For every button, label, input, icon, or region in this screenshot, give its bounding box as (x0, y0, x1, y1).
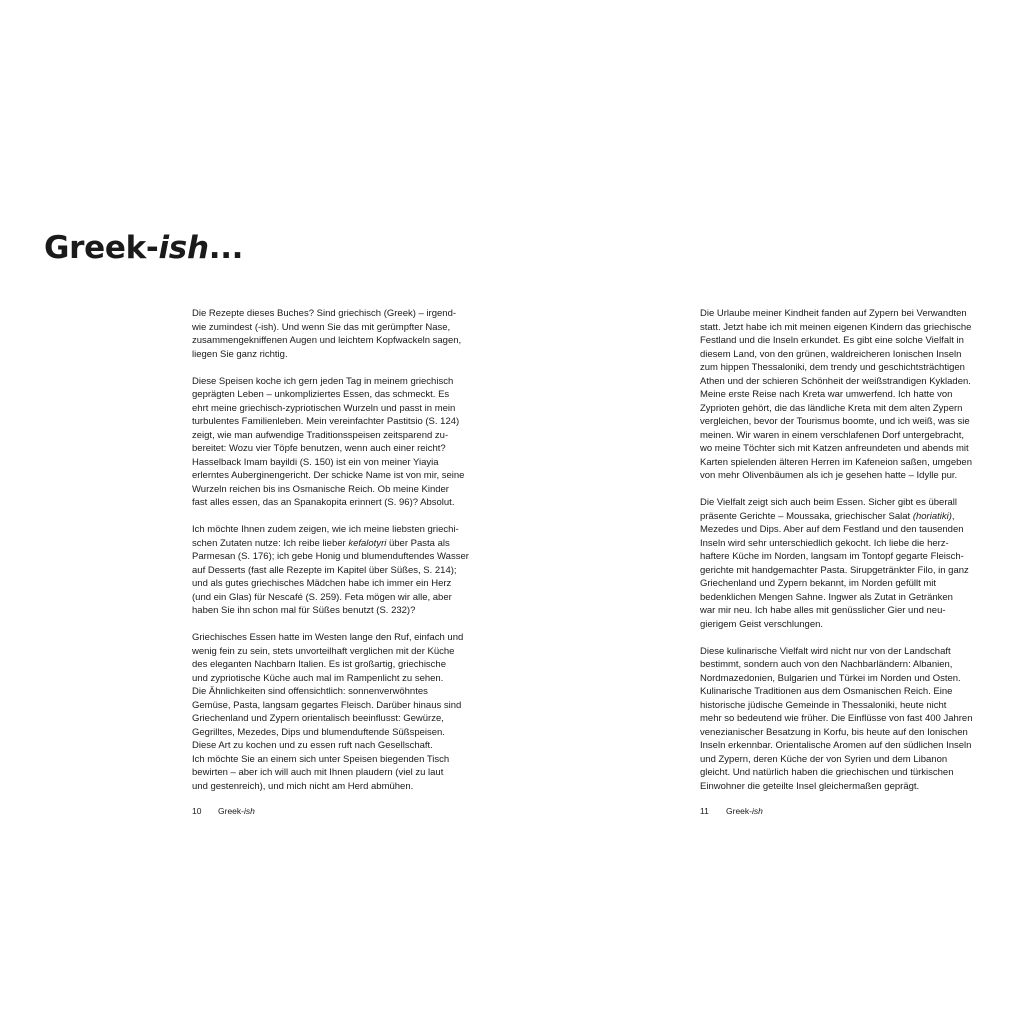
right-page-footer (700, 805, 763, 817)
left-paragraph-4: Griechisches Essen hatte im Westen lange den Ruf, einfach und wenig fein zu sein, stets unvorteilhaft verglichen mit der Küche des eleganten Nachbarn Italien. Es ist großartig, griechische und zypriotische Küche auch mal im Rampenlicht zu sehen. Die Ähnlichkeiten sind offensichtlich: sonnenverwöhntes Gemüse, Pasta, langsam gegartes Fleisch. Darüber hinaus sind Griechenland und Zypern orientalisch beeinflusst: Gewürze, Gegrilltes, Mezedes, Dips und blumenduftende Süßspeisen. Diese Art zu kochen und zu essen ruft nach Gesellschaft. Ich möchte Sie an einem sich unter Speisen biegenden Tisch bewirten – aber ich will auch mit Ihnen plaudern (viel zu laut und gestenreich), und mich nicht am Herd abmühen. (192, 632, 464, 792)
chapter-title-main: Greek- (44, 230, 159, 266)
left-page-number: 10 (192, 806, 202, 816)
left-paragraph-1: Die Rezepte dieses Buches? Sind griechisch (Greek) – irgend- wie zumindest (-ish). Und wenn Sie das mit gerümpfter Nase, zusammengekniffenen Augen und leichtem Kopfwackeln sagen, liegen Sie ganz richtig. (192, 308, 462, 360)
right-paragraph-2-italic: (horiatiki) (912, 510, 952, 522)
right-page-text-column (700, 307, 990, 793)
left-paragraph-3 (192, 523, 482, 618)
left-paragraph-3-after: über Pasta als Parmesan (S. 176); ich gebe Honig und blumenduftendes Wasser auf Desserts (fast alle Rezepte im Kapitel über Süßes, S. 214); und als gutes griechisches Mädchen habe ich immer ein Herz (und ein Glas) für Nescafé (S. 259). Feta mögen wir alle, aber haben Sie ihn schon mal für Süßes benutzt (S. 232)? (192, 537, 469, 616)
left-running-title: Greek- (218, 806, 244, 816)
right-page-number: 11 (700, 806, 709, 816)
left-page-text-column (192, 307, 482, 793)
right-paragraph-1: Die Urlaube meiner Kindheit fanden auf Zypern bei Verwandten statt. Jetzt habe ich mit meinen eigenen Kindern das griechische Festland und die Inseln erkundet. Es gibt eine solche Vielfalt in diesem Land, von den grünen, waldreicheren Ionischen Inseln zum hippen Thessaloniki, dem trendy und geschichtsträchtigen Athen und der schieren Schönheit der weißstrandigen Kykladen. Meine erste Reise nach Kreta war umwerfend. Ich hatte von Zyprioten gehört, die das ländliche Kreta mit dem alten Zypern vergleichen, bevor der Tourismus boomte, und ich weiß, was sie meinen. Wir waren in einem verschlafenen Dorf untergebracht, wo meine Töchter sich mit Katzen anfreundeten und abends mit Karten spielenden älteren Herren im Kafeneion saßen, umgeben von mehr Olivenbäumen als ich je gesehen hatte – Idylle pur. (700, 308, 972, 481)
left-paragraph-2: Diese Speisen koche ich gern jeden Tag in meinem griechisch geprägten Leben – unkompliziertes Essen, das schmeckt. Es ehrt meine griechisch-zypriotischen Wurzeln und passt in mein turbulentes Familienleben. Mein vereinfachter Pastitsio (S. 124) zeigt, wie man aufwendige Traditionsspeisen zeitsparend zu- bereitet: Wozu vier Töpfe benutzen, wenn auch einer reicht? Hasselback Imam bayildi (S. 150) ist ein von meiner Yiayia erlerntes Auberginengericht. Der schicke Name ist von mir, seine Wurzeln reichen bis ins Osmanische Reich. Ob meine Kinder fast alles essen, das an Spanakopita erinnert (S. 96)? Absolut. (192, 375, 465, 508)
left-paragraph-3-italic: kefalotyri (348, 537, 387, 549)
right-running-title-italic: ish (751, 806, 763, 816)
right-paragraph-2-before: Die Vielfalt zeigt sich auch beim Essen. Sicher gibt es überall präsente Gerichte – Moussaka, griechischer Salat (700, 497, 957, 522)
left-paragraph-3-before: Ich möchte Ihnen zudem zeigen, wie ich meine liebsten griechi- schen Zutaten nutze: Ich reibe lieber (192, 524, 459, 549)
right-paragraph-2-after: , Mezedes und Dips. Aber auf dem Festland und den tausenden Inseln wird sehr unterschiedlich gekocht. Ich liebe die herz- haftere Küche im Norden, langsam im Tontopf gegarte Fleisch- gerichte mit handgemachter Pasta. Sirupgetränkter Filo, in ganz Griechenland und Zypern bekannt, im Norden gefüllt mit bedenklichen Mengen Sahne. Ingwer als Zutat in Getränken war mir neu. Ich habe alles mit genüsslicher Gier und neu- gierigem Geist verschlungen. (700, 510, 969, 630)
chapter-title-ellipsis: ... (208, 230, 244, 266)
right-running-title: Greek- (726, 806, 752, 816)
chapter-title (44, 226, 243, 270)
left-running-title-italic: ish (243, 806, 255, 816)
right-paragraph-3: Diese kulinarische Vielfalt wird nicht nur von der Landschaft bestimmt, sondern auch von den Nachbarländern: Albanien, Nordmazedonien, Bulgarien und Türkei im Norden und Osten. Kulinarische Traditionen aus dem Osmanischen Reich. Eine historische jüdische Gemeinde in Thessaloniki, heute nicht mehr so bedeutend wie früher. Die Einflüsse von fast 400 Jahren venezianischer Besatzung in Korfu, bis heute auf den Ionischen Inseln erkennbar. Orientalische Aromen auf den südlichen Inseln und Zypern, deren Küche der von Syrien und dem Libanon gleicht. Und natürlich haben die griechischen und türkischen Einwohner die geteilte Insel gleichermaßen geprägt. (700, 645, 973, 792)
chapter-title-italic: ish (158, 230, 209, 266)
right-paragraph-2 (700, 496, 990, 631)
left-page-footer (192, 805, 255, 817)
